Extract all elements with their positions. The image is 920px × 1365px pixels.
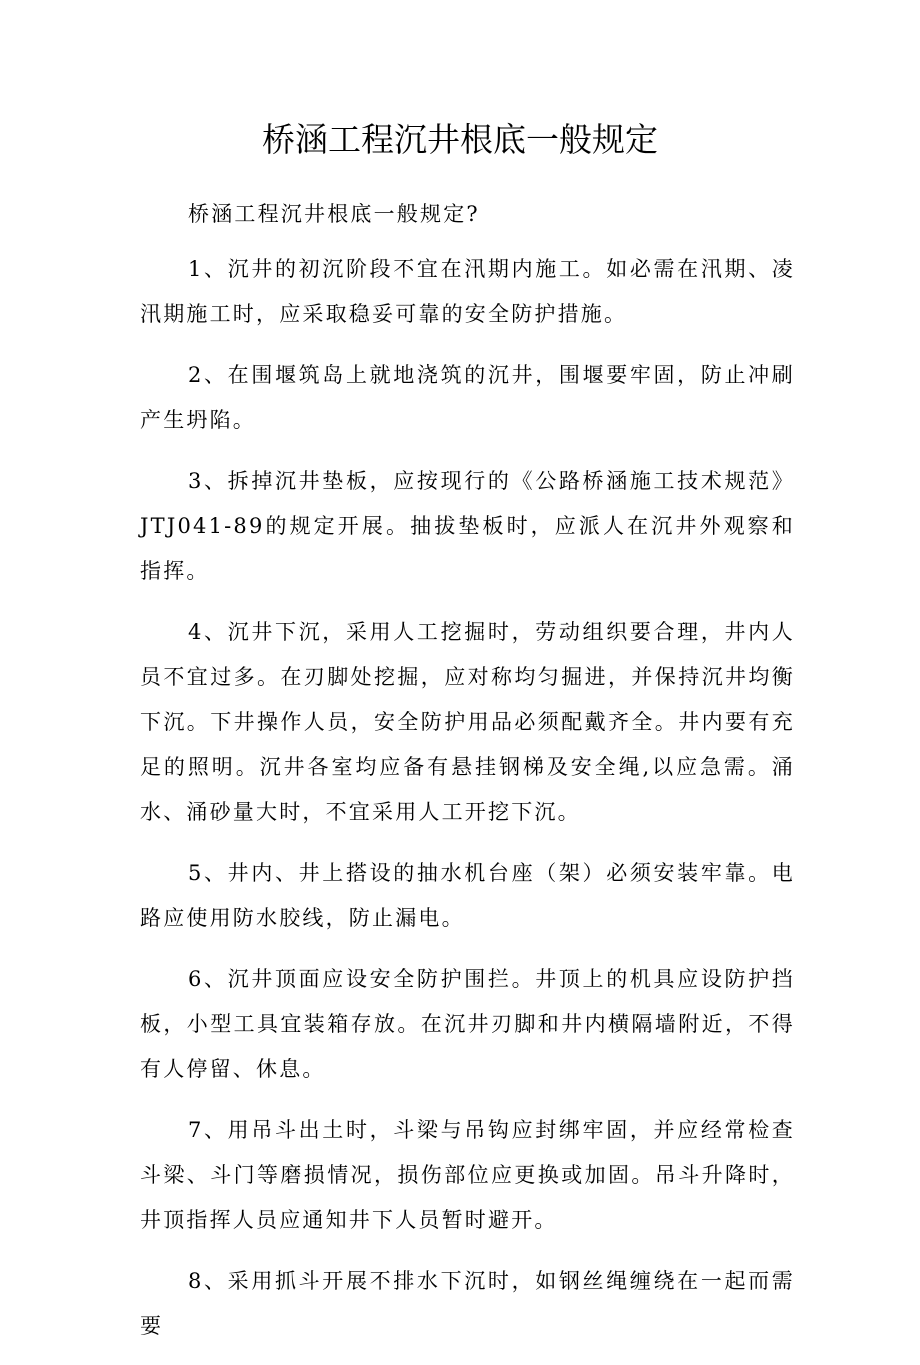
document-body (140, 192, 795, 1365)
paragraph-1: 1、沉井的初沉阶段不宜在汛期内施工。如必需在汛期、凌汛期施工时，应采取稳妥可靠的安全防护措施。 (140, 257, 795, 326)
intro-paragraph: 桥涵工程沉井根底一般规定? (188, 202, 480, 226)
paragraph-6: 6、沉井顶面应设安全防护围拦。井顶上的机具应设防护挡板，小型工具宜装箱存放。在沉井刃脚和井内横隔墙附近，不得有人停留、休息。 (140, 967, 795, 1081)
paragraph-8: 8、采用抓斗开展不排水下沉时，如钢丝绳缠绕在一起而需要 (140, 1269, 795, 1338)
paragraph-2: 2、在围堰筑岛上就地浇筑的沉井，围堰要牢固，防止冲刷产生坍陷。 (140, 363, 795, 432)
paragraph-4: 4、沉井下沉，采用人工挖掘时，劳动组织要合理，井内人员不宜过多。在刃脚处挖掘，应对称均匀掘进，并保持沉井均衡下沉。下井操作人员，安全防护用品必须配戴齐全。井内要有充足的照明。沉井各室均应备有悬挂钢梯及安全绳,以应急需。涌水、涌砂量大时，不宜采用人工开挖下沉。 (140, 620, 795, 824)
paragraph-3: 3、拆掉沉井垫板，应按现行的《公路桥涵施工技术规范》JTJ041-89的规定开展。抽拔垫板时，应派人在沉井外观察和指挥。 (140, 469, 795, 583)
page-title: 桥涵工程沉井根底一般规定 (262, 120, 658, 159)
paragraph-7: 7、用吊斗出土时，斗梁与吊钩应封绑牢固，并应经常检查斗梁、斗门等磨损情况，损伤部位应更换或加固。吊斗升降时，井顶指挥人员应通知井下人员暂时避开。 (140, 1118, 795, 1232)
paragraph-5: 5、井内、井上搭设的抽水机台座（架）必须安装牢靠。电路应使用防水胶线，防止漏电。 (140, 861, 795, 930)
